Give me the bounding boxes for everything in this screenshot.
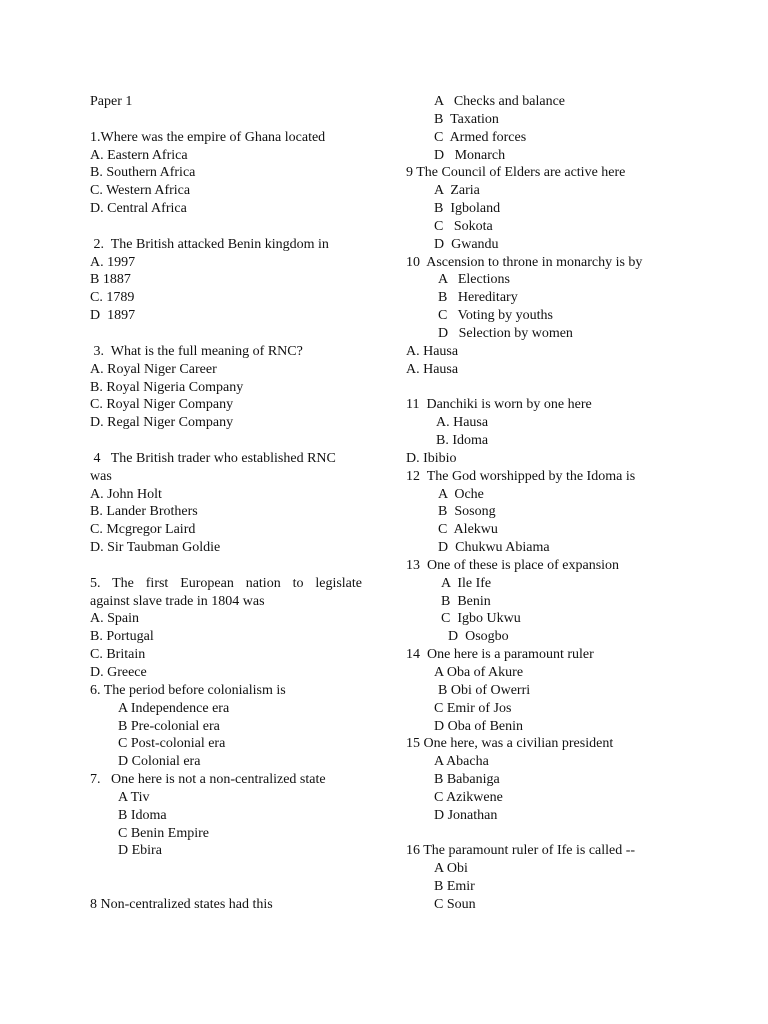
q15-option-c: C Azikwene [434, 789, 503, 805]
q8-option-c: C Armed forces [434, 129, 527, 145]
q8-option-a: A Checks and balance [434, 94, 566, 109]
right-column [406, 93, 686, 914]
q2-option-a: A. 1997 [90, 254, 136, 270]
q8-option-b: B Taxation [434, 111, 499, 127]
question-13: 13 One of these is place of expansion [406, 557, 620, 573]
question-14: 14 One here is a paramount ruler [406, 647, 594, 663]
q12-option-c: C Alekwu [438, 522, 498, 538]
q15-option-d: D Jonathan [434, 807, 498, 823]
question-11: 11 Danchiki is worn by one here [406, 397, 592, 413]
q8-option-d: D Monarch [434, 147, 506, 163]
q4-option-d: D. Sir Taubman Goldie [90, 540, 221, 556]
q16-option-b: B Emir [434, 879, 475, 895]
q9-option-c: C Sokota [434, 218, 493, 234]
q9-option-a: A Zaria [434, 183, 480, 199]
q6-option-d: D Colonial era [118, 754, 201, 770]
spacer [90, 218, 362, 236]
question-16: 16 The paramount ruler of Ife is called -- [406, 843, 636, 859]
q12-option-b: B Sosong [438, 504, 496, 520]
q11-option-d: D. Ibibio [406, 450, 457, 466]
question-5-line-1: 5. The first European nation to legislate [90, 575, 362, 591]
question-10: 10 Ascension to throne in monarchy is by [406, 254, 643, 270]
q1-option-b: B. Southern Africa [90, 165, 196, 181]
question-7: 7. One here is not a non-centralized state [90, 772, 326, 788]
q10-option-a: A Elections [438, 272, 510, 288]
q5-option-b: B. Portugal [90, 629, 154, 645]
q16-option-a: A Obi [434, 861, 468, 877]
q13-option-c: C Igbo Ukwu [441, 611, 521, 627]
q15-option-a: A Abacha [434, 754, 489, 770]
question-9: 9 The Council of Elders are active here [406, 165, 626, 181]
spacer [90, 878, 362, 896]
q13-option-a: A Ile Ife [441, 575, 492, 591]
q11-option-b: B. Idoma [436, 433, 489, 449]
q4-option-c: C. Mcgregor Laird [90, 522, 196, 538]
stray-line: A. Hausa [406, 343, 459, 359]
q3-option-a: A. Royal Niger Career [90, 361, 217, 377]
q1-option-c: C. Western Africa [90, 183, 191, 199]
q13-option-d: D Osogbo [448, 629, 509, 645]
question-5-line-2: against slave trade in 1804 was [90, 593, 265, 609]
question-4-line-1: 4 The British trader who established RNC [90, 450, 336, 466]
stray-line: A. Hausa [406, 361, 459, 377]
question-12: 12 The God worshipped by the Idoma is [406, 468, 636, 484]
q10-option-c: C Voting by youths [438, 308, 554, 324]
question-6: 6. The period before colonialism is [90, 682, 286, 698]
q14-option-b: B Obi of Owerri [438, 682, 531, 698]
q2-option-c: C. 1789 [90, 290, 135, 306]
q12-option-d: D Chukwu Abiama [438, 540, 550, 556]
q9-option-b: B Igboland [434, 201, 501, 217]
q6-option-a: A Independence era [118, 700, 230, 716]
spacer [406, 825, 686, 843]
q1-option-d: D. Central Africa [90, 201, 187, 217]
spacer [90, 557, 362, 575]
q14-option-a: A Oba of Akure [434, 665, 524, 680]
paper-title: Paper 1 [90, 94, 133, 109]
q5-option-d: D. Greece [90, 665, 147, 680]
q10-option-b: B Hereditary [438, 290, 518, 306]
q9-option-d: D Gwandu [434, 236, 499, 252]
q14-option-c: C Emir of Jos [434, 700, 512, 716]
question-3: 3. What is the full meaning of RNC? [90, 343, 303, 359]
q13-option-b: B Benin [441, 593, 491, 609]
q15-option-b: B Babaniga [434, 772, 500, 788]
spacer [90, 325, 362, 343]
q3-option-c: C. Royal Niger Company [90, 397, 234, 413]
q11-option-a: A. Hausa [436, 415, 489, 431]
q12-option-a: A Oche [438, 486, 484, 502]
q7-option-a: A Tiv [118, 789, 150, 805]
question-2: 2. The British attacked Benin kingdom in [90, 236, 329, 252]
q2-option-d: D 1897 [90, 308, 136, 324]
spacer [406, 379, 686, 397]
q14-option-d: D Oba of Benin [434, 718, 524, 734]
q7-option-c: C Benin Empire [118, 825, 209, 841]
question-1: 1.Where was the empire of Ghana located [90, 129, 326, 145]
q16-option-c: C Soun [434, 896, 476, 912]
spacer [90, 111, 362, 129]
q10-option-d: D Selection by women [438, 325, 573, 341]
q2-option-b: B 1887 [90, 272, 131, 288]
q5-option-c: C. Britain [90, 647, 146, 663]
q3-option-d: D. Regal Niger Company [90, 415, 234, 431]
spacer [90, 432, 362, 450]
q4-option-b: B. Lander Brothers [90, 504, 198, 520]
q3-option-b: B. Royal Nigeria Company [90, 379, 244, 395]
q6-option-c: C Post-colonial era [118, 736, 226, 752]
q4-option-a: A. John Holt [90, 486, 162, 502]
q7-option-b: B Idoma [118, 807, 167, 823]
question-8: 8 Non-centralized states had this [90, 896, 273, 912]
question-15: 15 One here, was a civilian president [406, 736, 614, 752]
q1-option-a: A. Eastern Africa [90, 147, 188, 163]
q6-option-b: B Pre-colonial era [118, 718, 220, 734]
q5-option-a: A. Spain [90, 611, 139, 627]
question-4-line-2: was [90, 468, 112, 484]
spacer [90, 860, 362, 878]
q7-option-d: D Ebira [118, 843, 162, 859]
left-column [90, 93, 362, 914]
